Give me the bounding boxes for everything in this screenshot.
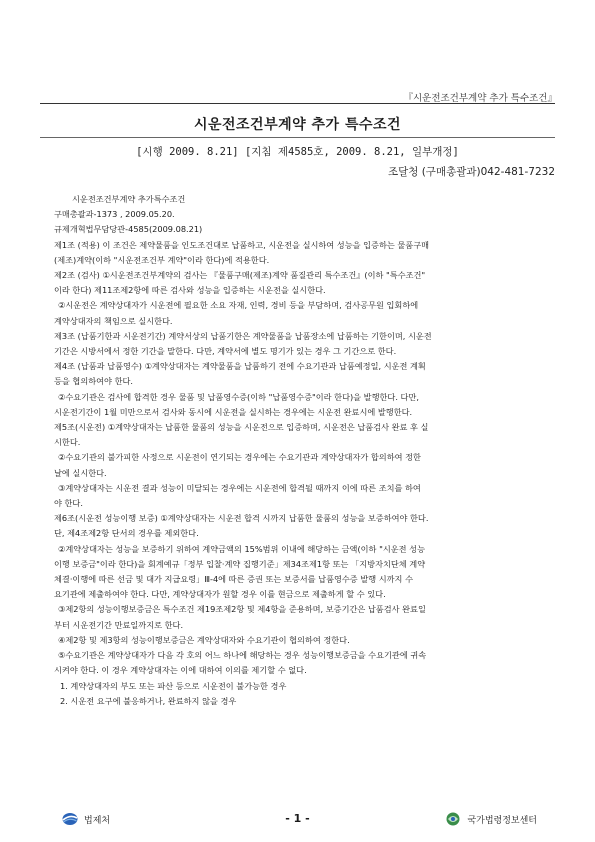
- footer-agency-label: 법제처: [84, 815, 111, 826]
- body-line: 제6조(시운전 성능이행 보증) ①계약상대자는 시운전 합격 시까지 납품한 물품의 성능을 보증하여야 한다.: [54, 513, 429, 524]
- body-line: 제2조 (검사) ①시운전조건부계약의 검사는 『물품구매(제조)계약 품질관리 특수조건』(이하 "특수조건": [54, 270, 426, 281]
- law-center-logo-icon: [445, 812, 461, 826]
- document-title: 시운전조건부계약 추가 특수조건: [193, 117, 402, 133]
- body-line: 제1조 (적용) 이 조건은 제약물품을 인도조건대로 납품하고, 시운전을 실시하여 성능을 입증하는 물품구매: [54, 239, 430, 250]
- body-line: 부터 시운전기간 만료일까지로 한다.: [54, 619, 184, 630]
- footer-right: [445, 812, 537, 826]
- body-line: 이행 보증금"이라 한다)을 회계예규「정부 입찰·계약 집행기준」제34조제1항 또는 「지방자치단체 계약: [54, 558, 426, 569]
- body-line: 시운전조건부계약 추가특수조건: [72, 194, 186, 204]
- body-line: 1. 계약상대자의 부도 또는 파산 등으로 시운전이 불가능한 경우: [60, 680, 287, 691]
- header-divider: [40, 103, 555, 104]
- body-line: 제5조(시운전) ①계약상대자는 납품한 물품의 성능을 시운전으로 입증하며, 시운전은 납품검사 완료 후 실: [54, 422, 429, 433]
- body-line: ③계약상대자는 시운전 결과 성능이 미달되는 경우에는 시운전에 합격될 때까지 이에 따른 조치를 하여: [58, 482, 421, 493]
- body-line: 등을 협의하여야 한다.: [54, 376, 133, 387]
- body-line: 2. 시운전 요구에 불응하거나, 완료하지 않을 경우: [60, 695, 237, 706]
- body-line: ③제2항의 성능이행보증금은 특수조건 제19조제2항 및 제4항을 준용하며, 보증기간은 납품검사 완료일: [58, 604, 426, 615]
- body-line: (제조)계약(이하 "시운전조건부 계약"이라 한다)에 적용한다.: [54, 254, 270, 265]
- running-title: 『시운전조건부계약 추가 특수조건』: [403, 93, 557, 104]
- enforcement-info: [시행 2009. 8.21] [지침 제4585호, 2009. 8.21, 일부개정]: [136, 146, 459, 158]
- agency-contact: 조달청 (구매총괄과)042-481-7232: [387, 166, 555, 178]
- body-line: 계약상대자의 책임으로 실시한다.: [54, 315, 173, 326]
- page-footer: [0, 812, 595, 832]
- body-line: 구매총괄과-1373 , 2009.05.20.: [54, 209, 175, 220]
- body-line: 기간은 시방서에서 정한 기간을 말한다. 다만, 계약서에 별도 명기가 있는 경우 그 기간으로 한다.: [54, 346, 397, 357]
- footer-center-label: 국가법령정보센터: [467, 815, 537, 826]
- body-line: 시운전기간이 1월 미만으로서 검사와 동시에 시운전을 실시하는 경우에는 시운전 완료시에 발행한다.: [54, 406, 413, 417]
- page-number: - 1 -: [285, 812, 310, 825]
- body-line: 제4조 (납품과 납품영수) ①계약상대자는 계약물품을 납품하기 전에 수요기관과 납품예정일, 시운전 계획: [54, 361, 426, 372]
- body-line: ④제2항 및 제3항의 성능이행보증금은 계약상대자와 수요기관이 협의하여 정한다.: [58, 634, 350, 645]
- body-line: 시켜야 한다. 이 경우 계약상대자는 이에 대하여 이의를 제기할 수 없다.: [54, 665, 307, 676]
- document-body: [54, 192, 562, 709]
- title-divider: [40, 137, 555, 138]
- body-line: ⑤수요기관은 계약상대자가 다음 각 호의 어느 하나에 해당하는 경우 성능이행보증금을 수요기관에 귀속: [58, 650, 427, 661]
- body-line: ②시운전은 계약상대자가 시운전에 필요한 소요 자재, 인력, 경비 등을 부담하며, 검사공무원 입회하에: [58, 300, 419, 311]
- body-line: 체결·이행에 따른 선금 및 대가 지급요령」Ⅲ-4에 따른 증권 또는 보증서를 납품영수증 발행 시까지 수: [54, 574, 413, 585]
- body-line: 야 한다.: [54, 498, 83, 509]
- body-line: 규제개혁법무담당관-4585(2009.08.21): [54, 224, 203, 235]
- body-line: ②계약상대자는 성능을 보증하기 위하여 계약금액의 15%범위 이내에 해당하는 금액(이하 "시운전 성능: [58, 543, 425, 554]
- body-line: 요기관에 제출하여야 한다. 다만, 계약상대자가 원할 경우 이를 현금으로 제출하게 할 수 있다.: [54, 589, 386, 600]
- body-line: ②수요기관은 검사에 합격한 경우 물품 및 납품영수증(이하 "납품영수증"이라 한다)을 발행한다. 다만,: [58, 391, 419, 402]
- body-line: ②수요기관의 불가피한 사정으로 시운전이 연기되는 경우에는 수요기관과 계약상대자가 합의하여 정한: [58, 452, 421, 463]
- body-line: 시한다.: [54, 437, 81, 448]
- body-line: 이라 한다) 제11조제2항에 따른 검사와 성능을 입증하는 시운전을 실시한다.: [54, 285, 326, 296]
- body-line: 날에 실시한다.: [54, 467, 107, 478]
- body-line: 제3조 (납품기한과 시운전기간) 계약서상의 납품기한은 계약물품을 납품장소에 납품하는 기한이며, 시운전: [54, 330, 432, 341]
- body-line: 단, 제4조제2항 단서의 경우를 제외한다.: [54, 528, 199, 539]
